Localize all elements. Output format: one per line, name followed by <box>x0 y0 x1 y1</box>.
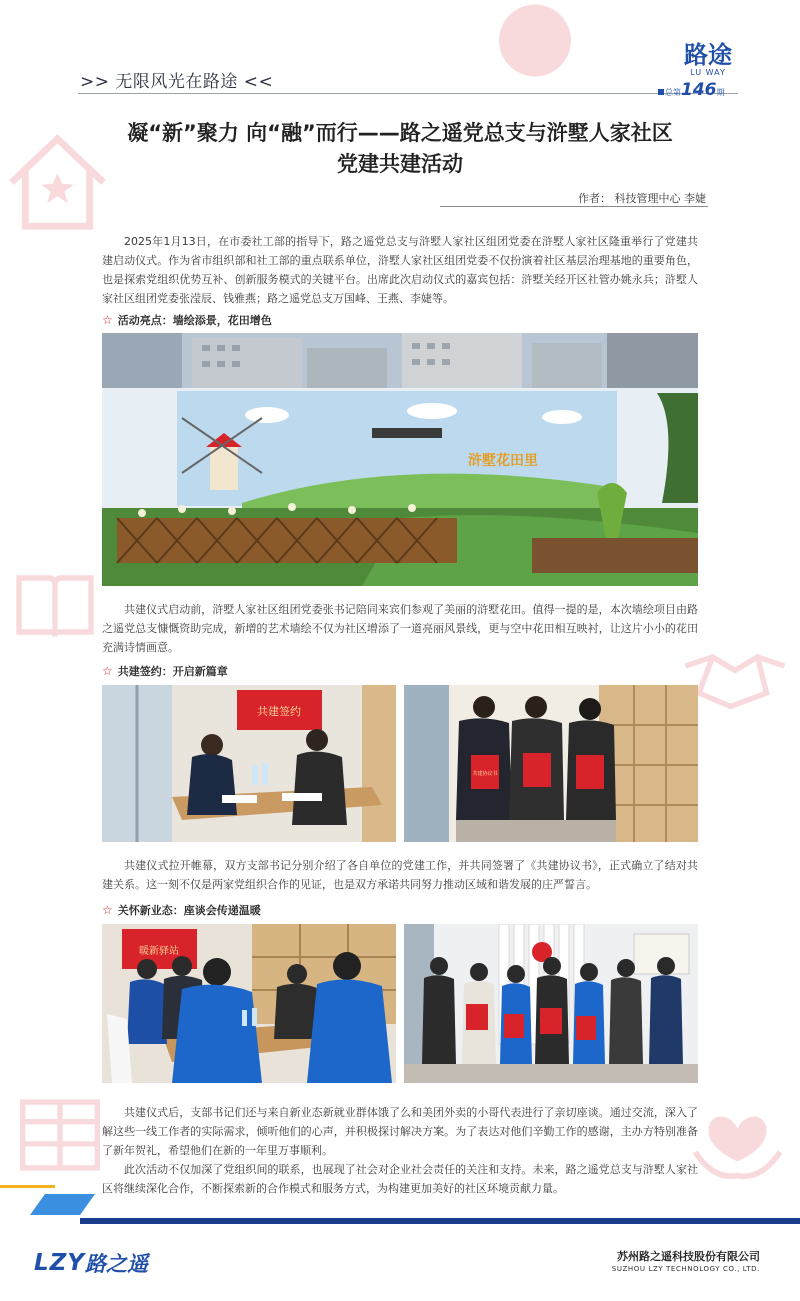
section-heading-highlights: ☆ 活动亮点：墙绘添景，花田增色 <box>102 313 272 327</box>
title-line-2: 党建共建活动 <box>337 152 463 176</box>
issue-marker <box>658 89 664 95</box>
photo-roundtable-talk <box>102 924 396 1083</box>
company-name <box>560 1249 760 1275</box>
header-divider <box>78 93 738 94</box>
paragraph-conclusion: 此次活动不仅加深了党组织间的联系，也展现了社会对企业社会责任的关注和支持。未来，路之遥党总支与浒墅人家社区将继续深化合作，不断探索新的合作模式和服务方式，为构建更加美好的社区环境贡献力量。 <box>102 1163 698 1195</box>
photo-signing-table <box>102 685 396 842</box>
party-emblem-icon <box>490 0 580 90</box>
logo-cn: 路之遥 <box>85 1252 148 1276</box>
mural-sign: 浒墅花田里 <box>468 453 538 469</box>
agreement-folder-label: 共建协议书 <box>472 771 498 777</box>
star-icon: ☆ <box>102 664 113 678</box>
book-icon <box>10 560 100 650</box>
talk-banner: 暖新驿站 <box>139 946 179 957</box>
company-name-en: SUZHOU LZY TECHNOLOGY CO., LTD. <box>611 1265 760 1273</box>
photo-gift-group <box>404 924 698 1083</box>
company-name-cn: 苏州路之遥科技股份有限公司 <box>617 1250 760 1263</box>
star-icon: ☆ <box>102 903 113 917</box>
star-icon: ☆ <box>102 313 113 327</box>
paragraph-intro: 2025年1月13日，在市委社工部的指导下，路之遥党总支与浒墅人家社区组团党委在浒墅人家社区隆重举行了党建共建启动仪式。作为省市组织部和社工部的重点联系单位，浒墅人家社区组团党委不仅扮演着社区基层治理基地的重要角色，也是探索党组织优势互补、创新服务模式的关键平台。出席此次启动仪式的嘉宾包括：浒墅关经开区社管办姚永兵；浒墅人家社区组团党委张滢辰、钱雅燕；路之遥党总支万国峰、王燕、李婕等。 <box>102 235 698 305</box>
footer-band <box>0 1185 800 1225</box>
paragraph-signing: 共建仪式拉开帷幕，双方支部书记分别介绍了各自单位的党建工作，并共同签署了《共建协议书》，正式确立了结对共建关系。这一刻不仅是两家党组织合作的见证，也是双方承诺共同努力推动区域和谐发展的庄严誓言。 <box>102 859 698 891</box>
brand-en: LU WAY <box>690 68 726 77</box>
heart-hands-icon <box>690 1100 785 1185</box>
issue-number: 总第146期 <box>665 80 725 100</box>
photo-mural-garden <box>102 333 698 586</box>
article-title <box>60 118 740 180</box>
author-line: 作者： 科技管理中心 李婕 <box>578 192 706 205</box>
photo-agreement-holding <box>404 685 698 842</box>
section-label: >> 无限风光在路途 << <box>80 72 274 92</box>
footer-logo <box>34 1248 148 1278</box>
section-heading-signing: ☆ 共建签约：开启新篇章 <box>102 664 228 678</box>
paragraph-garden: 共建仪式启动前，浒墅人家社区组团党委张书记陪同来宾们参观了美丽的浒墅花田。值得一提的是，本次墙绘项目由路之遥党总支慷慨资助完成，新增的艺术墙绘不仅为社区增添了一道亮丽风景线，更与空中花田相互映衬，让这片小小的花田充满诗情画意。 <box>102 603 698 654</box>
form-icon <box>15 1095 105 1175</box>
logo-en: LZY <box>34 1250 85 1276</box>
signing-banner: 共建签约 <box>257 705 301 718</box>
author-divider <box>440 206 708 207</box>
title-line-1: 凝“新”聚力 向“融”而行——路之遥党总支与浒墅人家社区 <box>127 121 673 145</box>
paragraph-talk: 共建仪式后，支部书记们还与来自新业态新就业群体饿了么和美团外卖的小哥代表进行了亲切座谈。通过交流，深入了解这些一线工作者的实际需求，倾听他们的心声，并积极探讨解决方案。为了表达对他们辛勤工作的感谢，主办方特别准备了新年贺礼，希望他们在新的一年里万事顺利。 <box>102 1106 698 1157</box>
section-heading-care: ☆ 关怀新业态：座谈会传递温暖 <box>102 903 261 917</box>
brand-mark <box>668 42 748 78</box>
brand-cn: 路途 <box>684 40 732 69</box>
